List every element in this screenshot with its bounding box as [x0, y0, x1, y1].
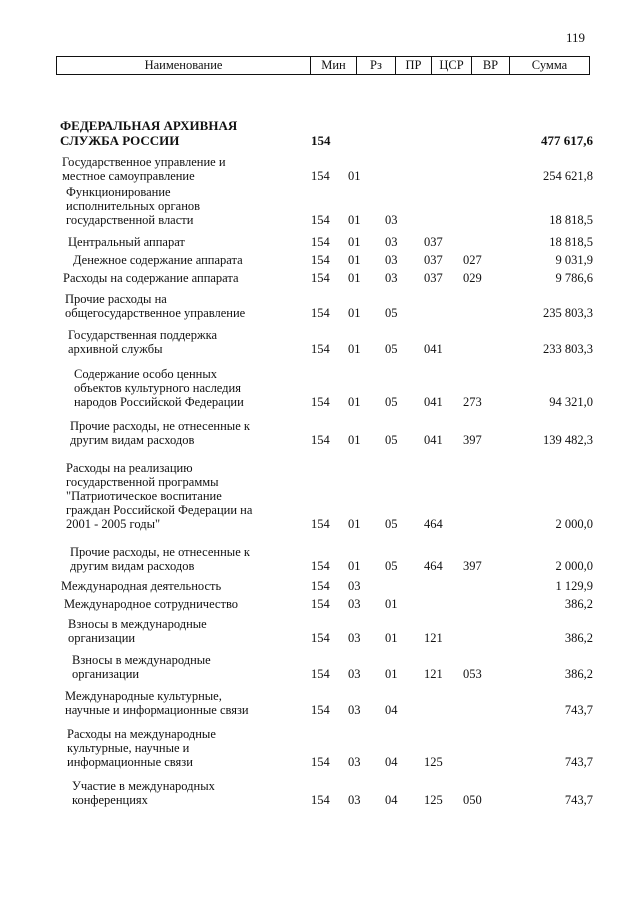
- cell-sum: 386,2: [564, 597, 593, 611]
- row-name: [60, 779, 307, 807]
- row-name-line: Взносы в международные: [68, 617, 207, 631]
- cell-csr: 041: [424, 433, 443, 447]
- cell-csr: 037: [424, 235, 443, 249]
- row-name: [60, 185, 301, 227]
- table-row: [0, 155, 640, 183]
- table-row: [0, 617, 640, 645]
- cell-sum: 477 617,6: [541, 133, 593, 148]
- cell-sum: 9 031,9: [555, 253, 593, 267]
- row-name-line: Взносы в международные: [72, 653, 211, 667]
- row-name-line: местное самоуправление: [62, 169, 195, 183]
- row-name-line: Содержание особо ценных: [74, 367, 217, 381]
- cell-rz: 01: [348, 433, 361, 447]
- cell-rz: 03: [348, 755, 361, 769]
- cell-rz: 01: [348, 306, 361, 320]
- table-row: [0, 689, 640, 717]
- cell-csr: 041: [424, 342, 443, 356]
- row-name-line: народов Российской Федерации: [74, 395, 244, 409]
- cell-sum: 386,2: [564, 667, 593, 681]
- cell-rz: 03: [348, 667, 361, 681]
- cell-rz: 03: [348, 631, 361, 645]
- row-name-line: Центральный аппарат: [68, 235, 185, 249]
- cell-min: 154: [311, 213, 330, 227]
- cell-min: 154: [311, 169, 330, 183]
- cell-vr: 273: [463, 395, 482, 409]
- cell-rz: 01: [348, 559, 361, 573]
- cell-rz: 01: [348, 517, 361, 531]
- row-name-line: организации: [68, 631, 136, 645]
- cell-min: 154: [311, 133, 331, 148]
- cell-csr: 037: [424, 271, 443, 285]
- cell-csr: 125: [424, 793, 443, 807]
- row-name-line: архивной службы: [68, 342, 163, 356]
- cell-pr: 01: [385, 631, 398, 645]
- cell-min: 154: [311, 559, 330, 573]
- cell-vr: 397: [463, 559, 482, 573]
- row-name: [60, 292, 300, 320]
- table-row: [0, 367, 640, 409]
- table-header: [56, 56, 590, 75]
- cell-csr: 121: [424, 631, 443, 645]
- cell-pr: 04: [385, 703, 398, 717]
- cell-sum: 233 803,3: [543, 342, 593, 356]
- row-name-line: Международные культурные,: [65, 689, 222, 703]
- row-name: [60, 235, 303, 249]
- row-name-line: Прочие расходы на: [65, 292, 167, 306]
- cell-pr: 05: [385, 395, 398, 409]
- cell-pr: 03: [385, 235, 398, 249]
- table-row: [0, 118, 640, 148]
- table-row: [0, 185, 640, 227]
- cell-min: 154: [311, 395, 330, 409]
- row-name-line: исполнительных органов: [66, 199, 201, 213]
- table-row: [0, 597, 640, 611]
- row-name: [60, 328, 303, 356]
- cell-min: 154: [311, 433, 330, 447]
- cell-rz: 01: [348, 271, 361, 285]
- row-name: [60, 579, 296, 593]
- table-row: [0, 653, 640, 681]
- row-name-line: Расходы на содержание аппарата: [63, 271, 239, 285]
- cell-min: 154: [311, 517, 330, 531]
- row-name-line: государственной программы: [66, 475, 219, 489]
- row-name-line: Участие в международных: [72, 779, 215, 793]
- row-name-line: Государственное управление и: [62, 155, 226, 169]
- row-name-line: Международное сотрудничество: [64, 597, 239, 611]
- row-name-line: ФЕДЕРАЛЬНАЯ АРХИВНАЯ: [60, 118, 238, 133]
- cell-pr: 05: [385, 433, 398, 447]
- cell-pr: 03: [385, 253, 398, 267]
- cell-csr: 041: [424, 395, 443, 409]
- row-name: [60, 461, 301, 531]
- cell-rz: 01: [348, 213, 361, 227]
- cell-sum: 139 482,3: [543, 433, 593, 447]
- row-name: [60, 545, 305, 573]
- cell-sum: 2 000,0: [555, 559, 593, 573]
- cell-vr: 053: [463, 667, 482, 681]
- cell-sum: 18 818,5: [549, 213, 593, 227]
- table-row: [0, 328, 640, 356]
- row-name: [60, 271, 298, 285]
- cell-rz: 01: [348, 169, 361, 183]
- row-name: [60, 597, 299, 611]
- row-name-line: Международная деятельность: [61, 579, 222, 593]
- header-min: Мин: [310, 57, 356, 74]
- table-row: [0, 235, 640, 249]
- cell-pr: 03: [385, 213, 398, 227]
- row-name-line: "Патриотическое воспитание: [66, 489, 222, 503]
- cell-csr: 037: [424, 253, 443, 267]
- cell-rz: 01: [348, 395, 361, 409]
- cell-rz: 03: [348, 703, 361, 717]
- page-number: 119: [565, 30, 585, 45]
- cell-sum: 743,7: [564, 755, 593, 769]
- row-name-line: организации: [72, 667, 140, 681]
- row-name-line: Расходы на реализацию: [66, 461, 193, 475]
- cell-pr: 03: [385, 271, 398, 285]
- table-row: [0, 419, 640, 447]
- row-name-line: граждан Российской Федерации на: [66, 503, 253, 517]
- cell-rz: 01: [348, 253, 361, 267]
- cell-min: 154: [311, 579, 330, 593]
- table-row: [0, 253, 640, 267]
- table-row: [0, 545, 640, 573]
- cell-vr: 050: [463, 793, 482, 807]
- row-name: [60, 118, 295, 148]
- table-row: [0, 727, 640, 769]
- cell-sum: 235 803,3: [543, 306, 593, 320]
- cell-sum: 1 129,9: [555, 579, 593, 593]
- row-name: [60, 253, 308, 267]
- row-name-line: Расходы на международные: [67, 727, 216, 741]
- row-name-line: другим видам расходов: [70, 559, 195, 573]
- header-pr: ПР: [395, 57, 431, 74]
- cell-csr: 464: [424, 517, 443, 531]
- cell-min: 154: [311, 631, 330, 645]
- cell-min: 154: [311, 253, 330, 267]
- row-name-line: общегосударственное управление: [65, 306, 246, 320]
- row-name-line: культурные, научные и: [67, 741, 190, 755]
- cell-min: 154: [311, 703, 330, 717]
- cell-min: 154: [311, 271, 330, 285]
- row-name-line: Функционирование: [66, 185, 171, 199]
- header-sum: Сумма: [509, 57, 589, 74]
- header-vr: ВР: [471, 57, 509, 74]
- cell-min: 154: [311, 235, 330, 249]
- cell-sum: 386,2: [564, 631, 593, 645]
- row-name-line: конференциях: [72, 793, 148, 807]
- row-name-line: научные и информационные связи: [65, 703, 249, 717]
- cell-rz: 01: [348, 235, 361, 249]
- cell-sum: 9 786,6: [555, 271, 593, 285]
- row-name-line: другим видам расходов: [70, 433, 195, 447]
- header-name: Наименование: [144, 58, 223, 72]
- row-name: [60, 727, 302, 769]
- cell-vr: 027: [463, 253, 482, 267]
- cell-vr: 397: [463, 433, 482, 447]
- cell-rz: 03: [348, 793, 361, 807]
- cell-sum: 743,7: [564, 703, 593, 717]
- row-name-line: Прочие расходы, не отнесенные к: [70, 419, 250, 433]
- cell-pr: 01: [385, 667, 398, 681]
- row-name: [60, 155, 297, 183]
- cell-rz: 03: [348, 579, 361, 593]
- header-csr: ЦСР: [431, 57, 471, 74]
- row-name: [60, 653, 307, 681]
- table-row: [0, 461, 640, 531]
- row-name: [60, 689, 300, 717]
- row-name-line: государственной власти: [66, 213, 194, 227]
- cell-min: 154: [311, 597, 330, 611]
- cell-vr: 029: [463, 271, 482, 285]
- row-name-line: Прочие расходы, не отнесенные к: [70, 545, 250, 559]
- row-name-line: Денежное содержание аппарата: [73, 253, 243, 267]
- row-name-line: объектов культурного наследия: [74, 381, 241, 395]
- table-row: [0, 579, 640, 593]
- row-name-line: СЛУЖБА РОССИИ: [60, 133, 180, 148]
- row-name-line: Государственная поддержка: [68, 328, 218, 342]
- table-row: [0, 271, 640, 285]
- cell-pr: 05: [385, 306, 398, 320]
- cell-sum: 743,7: [564, 793, 593, 807]
- cell-pr: 01: [385, 597, 398, 611]
- cell-min: 154: [311, 667, 330, 681]
- row-name-line: информационные связи: [67, 755, 193, 769]
- cell-min: 154: [311, 755, 330, 769]
- cell-csr: 121: [424, 667, 443, 681]
- cell-pr: 05: [385, 517, 398, 531]
- cell-pr: 05: [385, 342, 398, 356]
- cell-sum: 254 621,8: [543, 169, 593, 183]
- cell-min: 154: [311, 306, 330, 320]
- row-name-line: 2001 - 2005 годы": [66, 517, 161, 531]
- cell-rz: 03: [348, 597, 361, 611]
- cell-rz: 01: [348, 342, 361, 356]
- row-name: [60, 617, 303, 645]
- cell-csr: 125: [424, 755, 443, 769]
- cell-pr: 05: [385, 559, 398, 573]
- table-row: [0, 292, 640, 320]
- cell-sum: 94 321,0: [549, 395, 593, 409]
- cell-sum: 2 000,0: [555, 517, 593, 531]
- cell-pr: 04: [385, 755, 398, 769]
- header-rz: Рз: [356, 57, 395, 74]
- cell-csr: 464: [424, 559, 443, 573]
- table-row: [0, 779, 640, 807]
- cell-min: 154: [311, 342, 330, 356]
- cell-min: 154: [311, 793, 330, 807]
- cell-sum: 18 818,5: [549, 235, 593, 249]
- row-name: [60, 419, 305, 447]
- row-name: [60, 367, 309, 409]
- cell-pr: 04: [385, 793, 398, 807]
